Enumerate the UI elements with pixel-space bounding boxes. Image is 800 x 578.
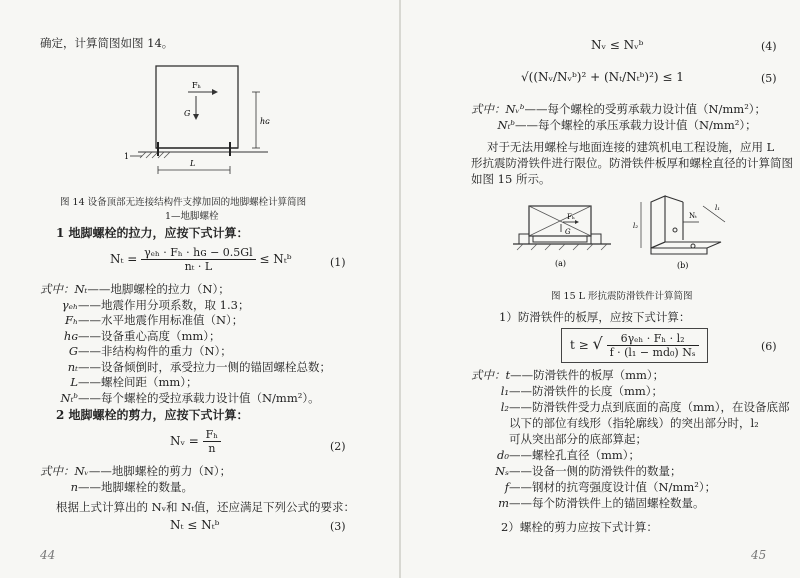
fig15-nt-label: Nₜ	[689, 212, 697, 220]
fig14-subcaption: 1—地脚螺栓	[165, 211, 219, 222]
left-page	[0, 0, 399, 578]
eq2-numerator: Fₕ	[203, 428, 221, 442]
definition-row	[471, 464, 790, 480]
definition-symbol: 式中：t	[471, 368, 511, 382]
right-page	[401, 0, 800, 578]
definition-text: ——地脚螺栓的数量。	[78, 479, 193, 494]
definition-symbol: 式中：Nₜ	[40, 282, 88, 296]
definition-row	[40, 391, 331, 407]
definition-symbol: Nₛ	[495, 464, 509, 478]
eq4-number: (4)	[761, 40, 777, 53]
definition-text: ——螺栓间距（mm）；	[78, 375, 198, 389]
eq6-fraction	[607, 332, 699, 359]
section-2-text: 2 地脚螺栓的剪力，应按下式计算：	[56, 408, 249, 422]
section-3-text: 根据上式计算出的 Nᵥ和 Nₜ值，还应满足下列公式的要求：	[56, 500, 356, 514]
fig15-fh-label: Fₕ	[567, 213, 575, 221]
definition-row	[471, 400, 790, 416]
definition-row	[471, 448, 790, 464]
definition-symbol: f	[504, 480, 509, 494]
definition-text: ——每个螺栓的承压承载力设计值（N/mm²）；	[515, 118, 757, 132]
definition-symbol: Nₜᵇ	[60, 390, 78, 405]
defs-1-list	[40, 282, 331, 406]
definition-text: ——地脚螺栓的剪力（N）；	[88, 464, 232, 478]
equation-6	[561, 328, 708, 363]
definition-text: ——设备倾倒时，承受拉力一侧的锚固螺栓总数；	[78, 359, 331, 374]
defs-3-list	[471, 102, 766, 134]
fig15-l2-label: l₂	[633, 222, 639, 230]
definition-symbol: γₑₕ	[61, 297, 78, 312]
definition-row	[40, 282, 331, 298]
definition-text: ——地脚螺栓的拉力（N）；	[87, 282, 230, 296]
definition-row	[471, 432, 790, 448]
definition-row	[40, 360, 331, 376]
definition-text: ——设备一侧的防滑铁件的数量；	[509, 464, 682, 478]
definition-row	[40, 464, 231, 480]
definition-text: ——设备重心高度（mm）；	[78, 328, 221, 343]
fig14-fh-label: Fₕ	[192, 81, 202, 90]
definition-text: ——防滑铁件的板厚（mm）；	[510, 368, 665, 382]
definition-symbol: G	[68, 344, 78, 358]
definition-symbol: Nₜᵇ	[497, 118, 515, 132]
eq1-number: (1)	[330, 256, 346, 269]
definition-row	[40, 344, 331, 360]
definition-symbol: l₂	[500, 400, 509, 414]
eq2-lhs: Nᵥ =	[170, 434, 199, 448]
definition-text: ——螺栓孔直径（mm）；	[509, 448, 641, 462]
definition-row	[40, 313, 331, 329]
fig14-g-label: G	[184, 109, 191, 118]
eq2-number: (2)	[330, 440, 346, 453]
definition-row	[40, 480, 231, 496]
defs-2-list	[40, 464, 231, 495]
fig15-l1-label: l₁	[715, 204, 721, 212]
definition-text: ——防滑铁件受力点到底面的高度（mm），在设备底部	[509, 400, 790, 414]
definition-symbol: 式中：Nᵥ	[40, 464, 89, 478]
fig15-caption: 图 15 L 形抗震防滑铁件计算简图	[551, 291, 693, 302]
para-line-3: 如图 15 所示。	[471, 172, 551, 186]
eq5-number: (5)	[761, 72, 777, 85]
definition-symbol: l₁	[500, 384, 509, 398]
eq1-denominator: nₜ · L	[184, 260, 213, 273]
eq6-numerator: 6γₑₕ · Fₕ · l₂	[607, 332, 699, 346]
eq2-fraction	[203, 428, 221, 455]
definition-text: 可从突出部分的底部算起；	[509, 432, 647, 446]
definition-symbol: n	[70, 479, 78, 494]
fig15-g-label: G	[565, 228, 571, 236]
left-page-number: 44	[40, 548, 56, 562]
definition-row	[471, 368, 790, 384]
fig14-hg-label: hɢ	[260, 117, 270, 126]
equation-3: Nₜ ≤ Nₜᵇ	[170, 518, 220, 532]
definition-row	[471, 102, 766, 118]
eq1-numerator: γₑₕ · Fₕ · hɢ − 0.5Gl	[141, 246, 255, 260]
equation-2	[170, 428, 221, 455]
fig14-bolt-label: 1	[124, 152, 130, 161]
eq1-rhs: ≤ Nₜᵇ	[259, 252, 292, 266]
eq6-denominator: f · (l₁ − md₀) Nₛ	[609, 346, 696, 359]
definition-text: ——钢材的抗弯强度设计值（N/mm²）；	[509, 480, 717, 494]
definition-text: ——每个防滑铁件上的锚固螺栓数量。	[509, 496, 705, 510]
definition-text: 以下的部位有线形（指轮廓线）的突出部分时，l₂	[509, 416, 759, 430]
definition-text: ——每个螺栓的受剪承载力设计值（N/mm²）；	[524, 102, 767, 116]
defs-4-list	[471, 368, 790, 512]
equation-4: Nᵥ ≤ Nᵥᵇ	[591, 38, 644, 52]
eq3-number: (3)	[330, 520, 346, 533]
intro-text: 确定，计算简图如图 14。	[40, 36, 174, 50]
definition-row	[40, 329, 331, 345]
eq1-fraction	[141, 246, 255, 273]
fig15b-label: (b)	[677, 261, 689, 270]
definition-text: ——每个螺栓的受拉承载力设计值（N/mm²）。	[78, 390, 320, 405]
definition-row	[471, 384, 790, 400]
definition-symbol: Fₕ	[65, 313, 78, 327]
figure-15b	[631, 192, 751, 276]
definition-symbol: L	[70, 375, 78, 389]
section-1-text: 1 地脚螺栓的拉力，应按下式计算：	[56, 226, 249, 240]
sqrt-sign: √	[592, 334, 603, 353]
eq6-lhs: t ≥	[570, 338, 589, 352]
figure-15a	[511, 192, 621, 276]
definition-row	[40, 375, 331, 391]
definition-row	[471, 480, 790, 496]
definition-symbol: d₀	[497, 448, 509, 462]
para-line-1: 对于无法用螺栓与地面连接的建筑机电工程设施，应用 L	[487, 140, 775, 154]
equation-5: √((Nᵥ/Nᵥᵇ)² + (Nₜ/Nₜᵇ)²) ≤ 1	[521, 70, 684, 84]
definition-text: ——防滑铁件的长度（mm）；	[509, 384, 664, 398]
para-line-2: 形抗震防滑铁件进行限位。防滑铁件板厚和螺栓直径的计算简图	[471, 156, 793, 170]
section-5-text: 2）螺栓的剪力应按下式计算：	[501, 520, 658, 534]
definition-symbol: m	[498, 496, 509, 510]
definition-row	[471, 496, 790, 512]
fig15a-label: (a)	[555, 259, 567, 268]
eq1-lhs: Nₜ =	[110, 252, 138, 266]
definition-row	[471, 118, 766, 134]
definition-row	[471, 416, 790, 432]
figure-14	[118, 60, 288, 186]
eq6-number: (6)	[761, 340, 777, 353]
definition-text: ——地震作用分项系数，取 1.3；	[78, 297, 250, 312]
definition-symbol: nₜ	[67, 359, 78, 374]
definition-text: ——水平地震作用标准值（N）；	[78, 313, 244, 327]
equation-1	[110, 246, 292, 273]
definition-text: ——非结构构件的重力（N）；	[78, 344, 232, 358]
definition-row	[40, 298, 331, 314]
fig14-l-label: L	[190, 159, 196, 168]
eq2-denominator: n	[208, 442, 216, 455]
fig14-caption: 图 14 设备顶部无连接结构件支撑加固的地脚螺栓计算简图	[60, 197, 307, 208]
definition-symbol: 式中：Nᵥᵇ	[471, 102, 525, 116]
right-page-number: 45	[751, 548, 767, 562]
definition-symbol: hɢ	[63, 328, 78, 343]
section-4-text: 1）防滑铁件的板厚，应按下式计算：	[499, 310, 691, 324]
